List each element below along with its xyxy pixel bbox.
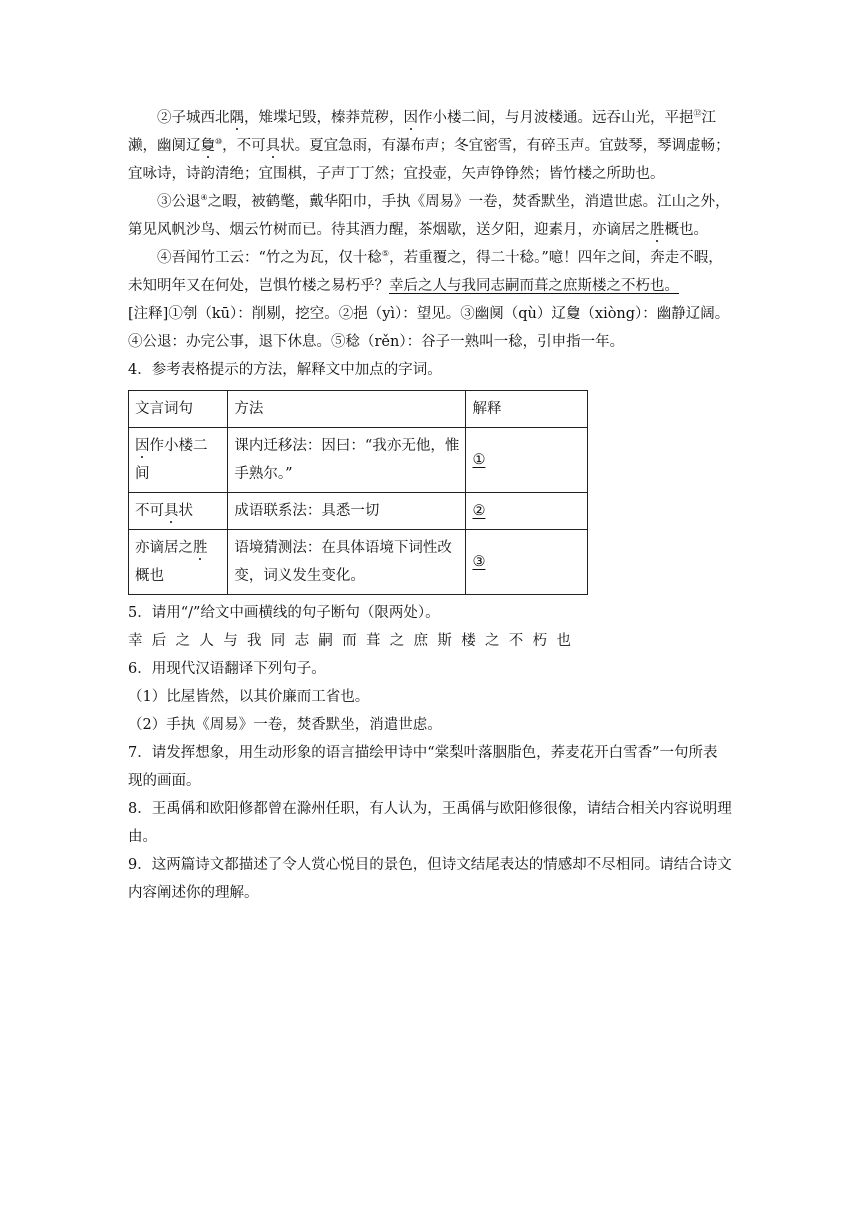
question-6: 6．用现代汉语翻译下列句子。 bbox=[128, 661, 326, 677]
table-cell-phrase: 不可具状 bbox=[129, 493, 228, 530]
table-header-row bbox=[129, 391, 588, 428]
question-7: 7．请发挥想象，用生动形象的语言描绘甲诗中“棠梨叶落胭脂色，荞麦花开白雪香”一句所表现的画面。 bbox=[128, 745, 718, 789]
question-6-item-1: （1）比屋皆然，以其价廉而工省也。 bbox=[128, 689, 370, 705]
question-5: 5．请用“/”给文中画横线的句子断句（限两处）。 bbox=[128, 605, 440, 621]
dotted-char: 具 bbox=[164, 503, 179, 519]
paragraph-2: ②子城西北隅，雉堞圮毁，榛莽荒秽，因作小楼二间，与月波楼通。远吞山光，平挹⑫江濑，幽阒辽敻⑩，不可具状。夏宜急雨，有瀑布声；冬宜密雪，有碎玉声。宜鼓琴，琴调虚畅；宜咏诗，诗韵清绝；宜围棋，子声丁丁然；宜投壶，矢声铮铮然；皆竹楼之所助也。 bbox=[128, 109, 730, 182]
paragraph-4: ④吾闻竹工云：“竹之为瓦，仅十稔⑤，若重覆之，得二十稔。”噫！四年之间，奔走不暇，未知明年又在何处，岂惧竹楼之易朽乎？幸后之人与我同志嗣而葺之庶斯楼之不朽也。 bbox=[128, 249, 723, 294]
question-9: 9．这两篇诗文都描述了令人赏心悦目的景色，但诗文结尾表达的情感却不尽相同。请结合诗文内容阐述你的理解。 bbox=[128, 857, 732, 901]
dotted-char: 具 bbox=[265, 138, 281, 154]
question-8: 8．王禹偁和欧阳修都曾在滁州任职，有人认为，王禹偁与欧阳修很像，请结合相关内容说明理由。 bbox=[128, 801, 732, 845]
dotted-char: 胜 bbox=[650, 222, 665, 238]
answer-blank[interactable]: ② bbox=[466, 493, 588, 530]
table-header: 文言词句 bbox=[129, 391, 228, 428]
question-4: 4．参考表格提示的方法，解释文中加点的字词。 bbox=[128, 362, 442, 378]
method-table bbox=[128, 390, 588, 595]
footnote-mark: ④ bbox=[200, 193, 208, 202]
annotation-notes: [注释]①刳（kū）：削剔，挖空。②挹（yì）：望见。③幽阒（qù）辽敻（xiòng）：幽静辽阔。④公退：办完公事，退下休息。⑤稔（rěn）：谷子一熟叫一稔，引申指一年。 bbox=[128, 306, 730, 350]
table-row bbox=[129, 493, 588, 530]
footnote-mark: ⑫ bbox=[693, 109, 702, 118]
table-header: 方法 bbox=[228, 391, 466, 428]
table-cell-method: 成语联系法：具悉一切 bbox=[228, 493, 466, 530]
table-cell-method: 课内迁移法：因曰：“我亦无他，惟手熟尔。” bbox=[228, 428, 466, 493]
sentence-to-punctuate: 幸后之人与我同志嗣而葺之庶斯楼之不朽也 bbox=[128, 633, 581, 649]
paragraph-3: ③公退④之暇，被鹤氅，戴华阳巾，手执《周易》一卷，焚香默坐，消遣世虑。江山之外，第见风帆沙鸟、烟云竹树而已。待其酒力醒，茶烟歇，送夕阳，迎素月，亦谪居之胜概也。 bbox=[128, 193, 730, 238]
table-cell-phrase: 亦谪居之胜概也 bbox=[129, 530, 228, 595]
table-header: 解释 bbox=[466, 391, 588, 428]
dotted-char: 胜 bbox=[193, 540, 208, 556]
footnote-mark: ⑤ bbox=[381, 249, 390, 258]
table-row bbox=[129, 428, 588, 493]
dotted-char: 敻 bbox=[200, 138, 215, 154]
answer-blank[interactable]: ③ bbox=[466, 530, 588, 595]
table-cell-method: 语境猜测法：在具体语境下词性改变，词义发生变化。 bbox=[228, 530, 466, 595]
table-row bbox=[129, 530, 588, 595]
dotted-char: 因 bbox=[403, 110, 418, 126]
dotted-char: 因 bbox=[135, 438, 150, 454]
dotted-char: 隅 bbox=[229, 110, 244, 126]
question-6-item-2: （2）手执《周易》一卷，焚香默坐，消遣世虑。 bbox=[128, 717, 442, 733]
underlined-sentence: 幸后之人与我同志嗣而葺之庶斯楼之不朽也。 bbox=[389, 278, 679, 294]
footnote-mark: ⑩ bbox=[215, 137, 223, 146]
table-cell-phrase: 因作小楼二间 bbox=[129, 428, 228, 493]
document-page bbox=[128, 104, 732, 907]
answer-blank[interactable]: ① bbox=[466, 428, 588, 493]
